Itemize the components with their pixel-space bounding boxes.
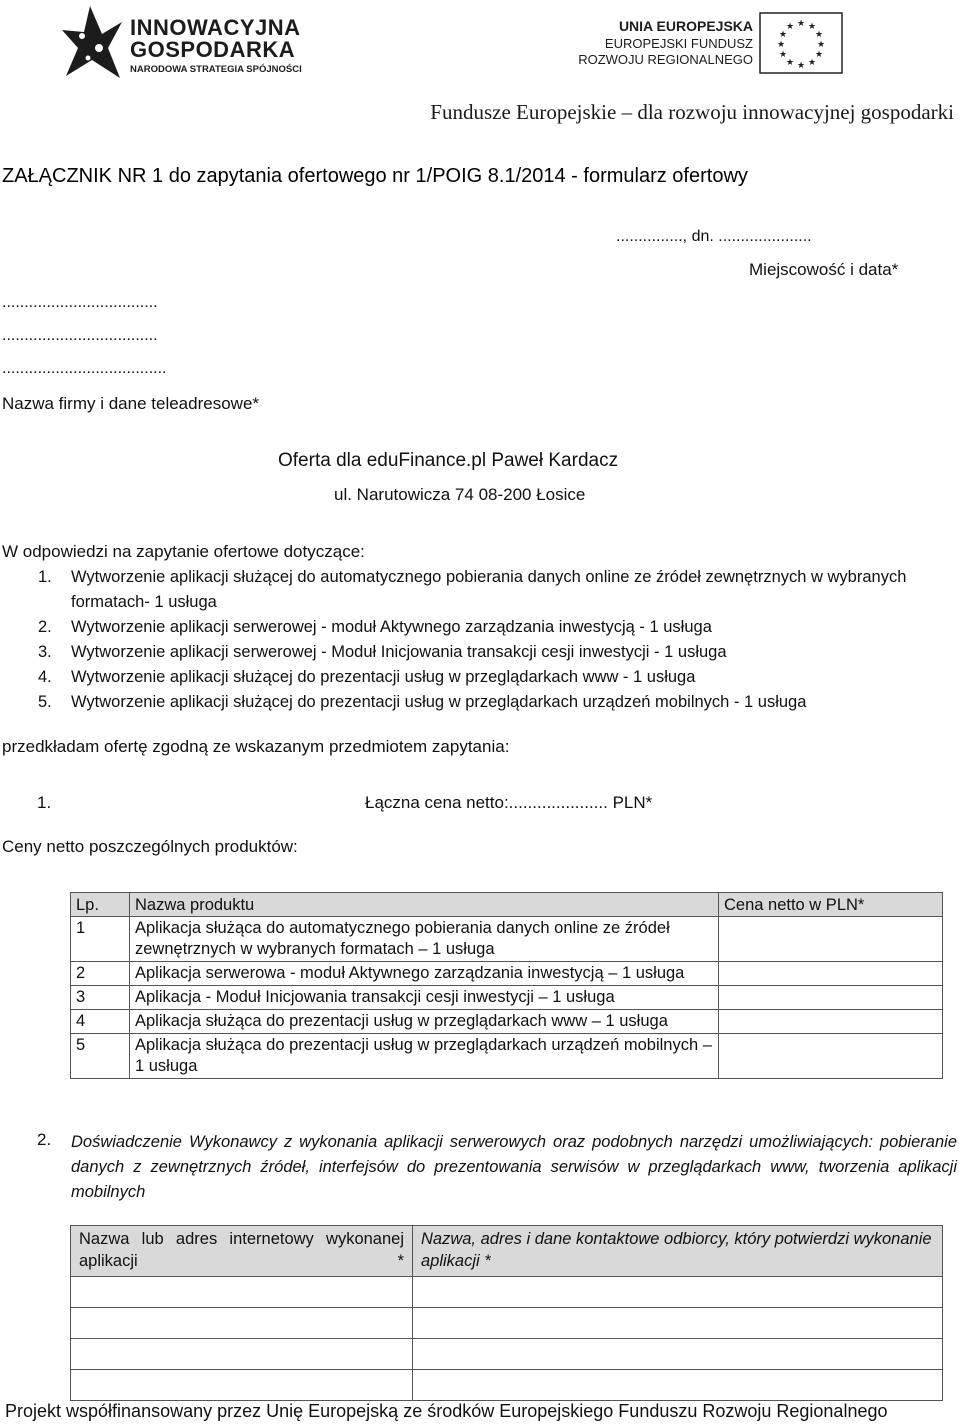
- table-row: [71, 1308, 943, 1339]
- row-product-name: Aplikacja serwerowa - moduł Aktywnego zarządzania inwestycją – 1 usługa: [130, 962, 719, 986]
- row-lp: 5: [71, 1034, 130, 1079]
- scope-item-number: 1.: [38, 568, 52, 586]
- svg-text:★: ★: [776, 40, 786, 50]
- empty-cell[interactable]: [413, 1339, 943, 1370]
- row-price-cell[interactable]: [719, 986, 943, 1010]
- row-price-cell[interactable]: [719, 917, 943, 962]
- logo-left-line1: INNOWACYJNA: [130, 15, 301, 40]
- scope-item: [0, 690, 950, 715]
- scope-item-number: 5.: [38, 693, 52, 711]
- empty-cell[interactable]: [71, 1370, 413, 1401]
- company-line-2: ...................................: [2, 327, 158, 344]
- place-date-field: ..............., dn. .....................: [616, 228, 812, 245]
- row-lp: 1: [71, 917, 130, 962]
- scope-item-number: 2.: [38, 618, 52, 636]
- company-label: Nazwa firmy i dane teleadresowe*: [2, 394, 260, 413]
- row-lp: 2: [71, 962, 130, 986]
- experience-description: Doświadczenie Wykonawcy z wykonania aplikacji serwerowych oraz podobnych narzędzi umożliwiających: pobieranie danych z zewnętrznych źródeł, interfejsów do prezentowania serwisów w przeglądarkach www, tworzenia aplikacji mobilnych: [71, 1133, 957, 1201]
- innowacyjna-gospodarka-logo: [62, 4, 312, 82]
- logo-left-line2: GOSPODARKA: [130, 37, 296, 62]
- product-price-table: [70, 892, 943, 1079]
- svg-text:★: ★: [807, 58, 817, 68]
- header-tagline: Fundusze Europejskie – dla rozwoju innowacyjnej gospodarki: [430, 100, 954, 124]
- scope-item-text: Wytworzenie aplikacji serwerowej - moduł Aktywnego zarządzania inwestycją - 1 usługa: [71, 618, 712, 636]
- row-price-cell[interactable]: [719, 1034, 943, 1079]
- logo-right-line1: UNIA EUROPEJSKA: [618, 18, 753, 34]
- footer-text: Projekt współfinansowany przez Unię Europejską ze środków Europejskiego Funduszu Rozwoju Regionalnego: [5, 1401, 888, 1421]
- svg-text:★: ★: [785, 58, 795, 68]
- scope-item: [0, 640, 950, 665]
- scope-item: [0, 665, 950, 690]
- table-header-row: [71, 893, 943, 917]
- experience-table: [70, 1225, 943, 1401]
- recipient-name: Oferta dla eduFinance.pl Paweł Kardacz: [278, 450, 619, 471]
- company-line-1: ...................................: [2, 294, 158, 311]
- intro-text: W odpowiedzi na zapytanie ofertowe dotyczące:: [2, 542, 365, 561]
- row-lp: 3: [71, 986, 130, 1010]
- scope-item-number: 4.: [38, 668, 52, 686]
- row-product-name: Aplikacja służąca do prezentacji usług w przeglądarkach urządzeń mobilnych – 1 usługa: [130, 1034, 719, 1079]
- svg-text:★: ★: [796, 19, 806, 29]
- header-application-name: Nazwa lub adres internetowy wykonanej aplikacji *: [71, 1226, 413, 1277]
- row-price-cell[interactable]: [719, 1010, 943, 1034]
- svg-text:★: ★: [816, 40, 826, 50]
- header-net-price: Cena netto w PLN*: [719, 893, 943, 917]
- logo-left-line3: NARODOWA STRATEGIA SPÓJNOŚCI: [130, 64, 302, 75]
- row-product-name: Aplikacja - Moduł Inicjowania transakcji cesji inwestycji – 1 usługa: [130, 986, 719, 1010]
- row-lp: 4: [71, 1010, 130, 1034]
- total-net-price: Łączna cena netto:..................... PLN*: [365, 793, 653, 812]
- row-price-cell[interactable]: [719, 962, 943, 986]
- logo-right-line2: EUROPEJSKI FUNDUSZ: [604, 36, 753, 51]
- scope-item-text: Wytworzenie aplikacji służącej do prezentacji usług w przeglądarkach www - 1 usługa: [71, 668, 696, 686]
- svg-text:★: ★: [814, 30, 824, 40]
- header-product-name: Nazwa produktu: [130, 893, 719, 917]
- logo-right-line3: ROZWOJU REGIONALNEGO: [578, 52, 753, 67]
- header-lp: Lp.: [71, 893, 130, 917]
- offer-statement: przedkładam ofertę zgodną ze wskazanym przedmiotem zapytania:: [2, 737, 510, 756]
- empty-cell[interactable]: [71, 1277, 413, 1308]
- products-label: Ceny netto poszczególnych produktów:: [2, 837, 298, 856]
- scope-item-number: 3.: [38, 643, 52, 661]
- empty-cell[interactable]: [413, 1308, 943, 1339]
- place-date-label: Miejscowość i data*: [749, 260, 899, 279]
- table-row: [71, 962, 943, 986]
- empty-cell[interactable]: [71, 1339, 413, 1370]
- experience-number: 2.: [37, 1130, 52, 1149]
- svg-text:★: ★: [807, 22, 817, 32]
- scope-list: [0, 565, 950, 715]
- scope-item-text: Wytworzenie aplikacji służącej do automatycznego pobierania danych online ze źródeł zewnętrznych w wybranych formatach- 1 usługa: [71, 568, 907, 611]
- table-row: [71, 1010, 943, 1034]
- table-row: [71, 1277, 943, 1308]
- empty-cell[interactable]: [413, 1370, 943, 1401]
- table-row: [71, 986, 943, 1010]
- document-title: ZAŁĄCZNIK NR 1 do zapytania ofertowego nr 1/POIG 8.1/2014 - formularz ofertowy: [2, 165, 748, 187]
- table-row: [71, 1370, 943, 1401]
- svg-text:★: ★: [785, 22, 795, 32]
- empty-cell[interactable]: [71, 1308, 413, 1339]
- company-line-3: .....................................: [2, 360, 167, 377]
- svg-text:★: ★: [778, 30, 788, 40]
- empty-cell[interactable]: [413, 1277, 943, 1308]
- svg-text:★: ★: [814, 50, 824, 60]
- row-product-name: Aplikacja służąca do automatycznego pobierania danych online ze źródeł zewnętrznych w wybranych formatach – 1 usługa: [130, 917, 719, 962]
- svg-text:★: ★: [796, 61, 806, 71]
- star-burst-icon: [62, 4, 124, 80]
- table-header-row: [71, 1226, 943, 1277]
- scope-item-text: Wytworzenie aplikacji serwerowej - Moduł Inicjowania transakcji cesji inwestycji - 1 usługa: [71, 643, 727, 661]
- scope-item: [0, 615, 950, 640]
- unia-europejska-logo: [578, 10, 843, 76]
- svg-text:★: ★: [778, 50, 788, 60]
- table-row: [71, 1339, 943, 1370]
- price-number: 1.: [37, 793, 52, 812]
- scope-item: [0, 565, 950, 615]
- eu-flag-icon: [759, 12, 843, 74]
- table-row: [71, 1034, 943, 1079]
- recipient-address: ul. Narutowicza 74 08-200 Łosice: [334, 485, 586, 504]
- row-product-name: Aplikacja służąca do prezentacji usług w przeglądarkach www – 1 usługa: [130, 1010, 719, 1034]
- header-recipient-contact: Nazwa, adres i dane kontaktowe odbiorcy, który potwierdzi wykonanie aplikacji *: [413, 1226, 943, 1277]
- scope-item-text: Wytworzenie aplikacji służącej do prezentacji usług w przeglądarkach urządzeń mobilnych - 1 usługa: [71, 693, 807, 711]
- table-row: [71, 917, 943, 962]
